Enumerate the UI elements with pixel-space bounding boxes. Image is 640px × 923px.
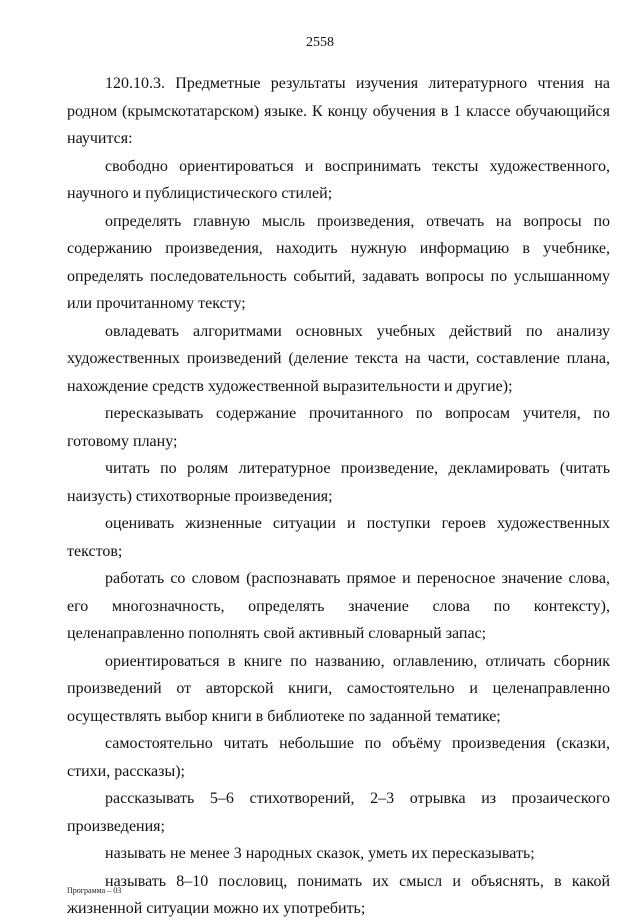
page-number: 2558	[306, 35, 334, 50]
paragraph: работать со словом (распознавать прямое и переносное значение слова, его многозначность, определять значение слова по контексту), целенаправленно пополнять свой активный словарный запас;	[67, 570, 610, 642]
paragraph: называть не менее 3 народных сказок, уметь их пересказывать;	[105, 845, 535, 862]
paragraph: самостоятельно читать небольшие по объёму произведения (сказки, стихи, рассказы);	[67, 735, 610, 780]
document-body	[67, 70, 610, 923]
paragraph-heading: 120.10.3. Предметные результаты изучения литературного чтения на родном (крымскотатарском) языке. К концу обучения в 1 классе обучающийся научится:	[67, 75, 610, 147]
paragraph: называть 8–10 пословиц, понимать их смысл и объяснять, в какой жизненной ситуации можно их употребить;	[67, 872, 610, 917]
paragraph: оценивать жизненные ситуации и поступки героев художественных текстов;	[67, 515, 610, 560]
paragraph: определять главную мысль произведения, отвечать на вопросы по содержанию произведения, находить нужную информацию в учебнике, определять последовательность событий, задавать вопросы по услышанному или прочитанному тексту;	[67, 212, 610, 312]
paragraph: ориентироваться в книге по названию, оглавлению, отличать сборник произведений от авторской книги, самостоятельно и целенаправленно осуществлять выбор книги в библиотеке по заданной тематике;	[67, 652, 610, 725]
paragraph: овладевать алгоритмами основных учебных действий по анализу художественных произведений (деление текста на части, составление плана, нахождение средств художественной выразительности и другие);	[67, 322, 610, 395]
paragraph: пересказывать содержание прочитанного по вопросам учителя, по готовому плану;	[67, 405, 610, 450]
paragraph: рассказывать 5–6 стихотворений, 2–3 отрывка из прозаического произведения;	[67, 790, 610, 835]
paragraph: читать по ролям литературное произведение, декламировать (читать наизусть) стихотворные произведения;	[67, 460, 610, 505]
paragraph: свободно ориентироваться и воспринимать тексты художественного, научного и публицистического стилей;	[67, 157, 610, 202]
footer-label: Программа – 03	[67, 886, 122, 895]
